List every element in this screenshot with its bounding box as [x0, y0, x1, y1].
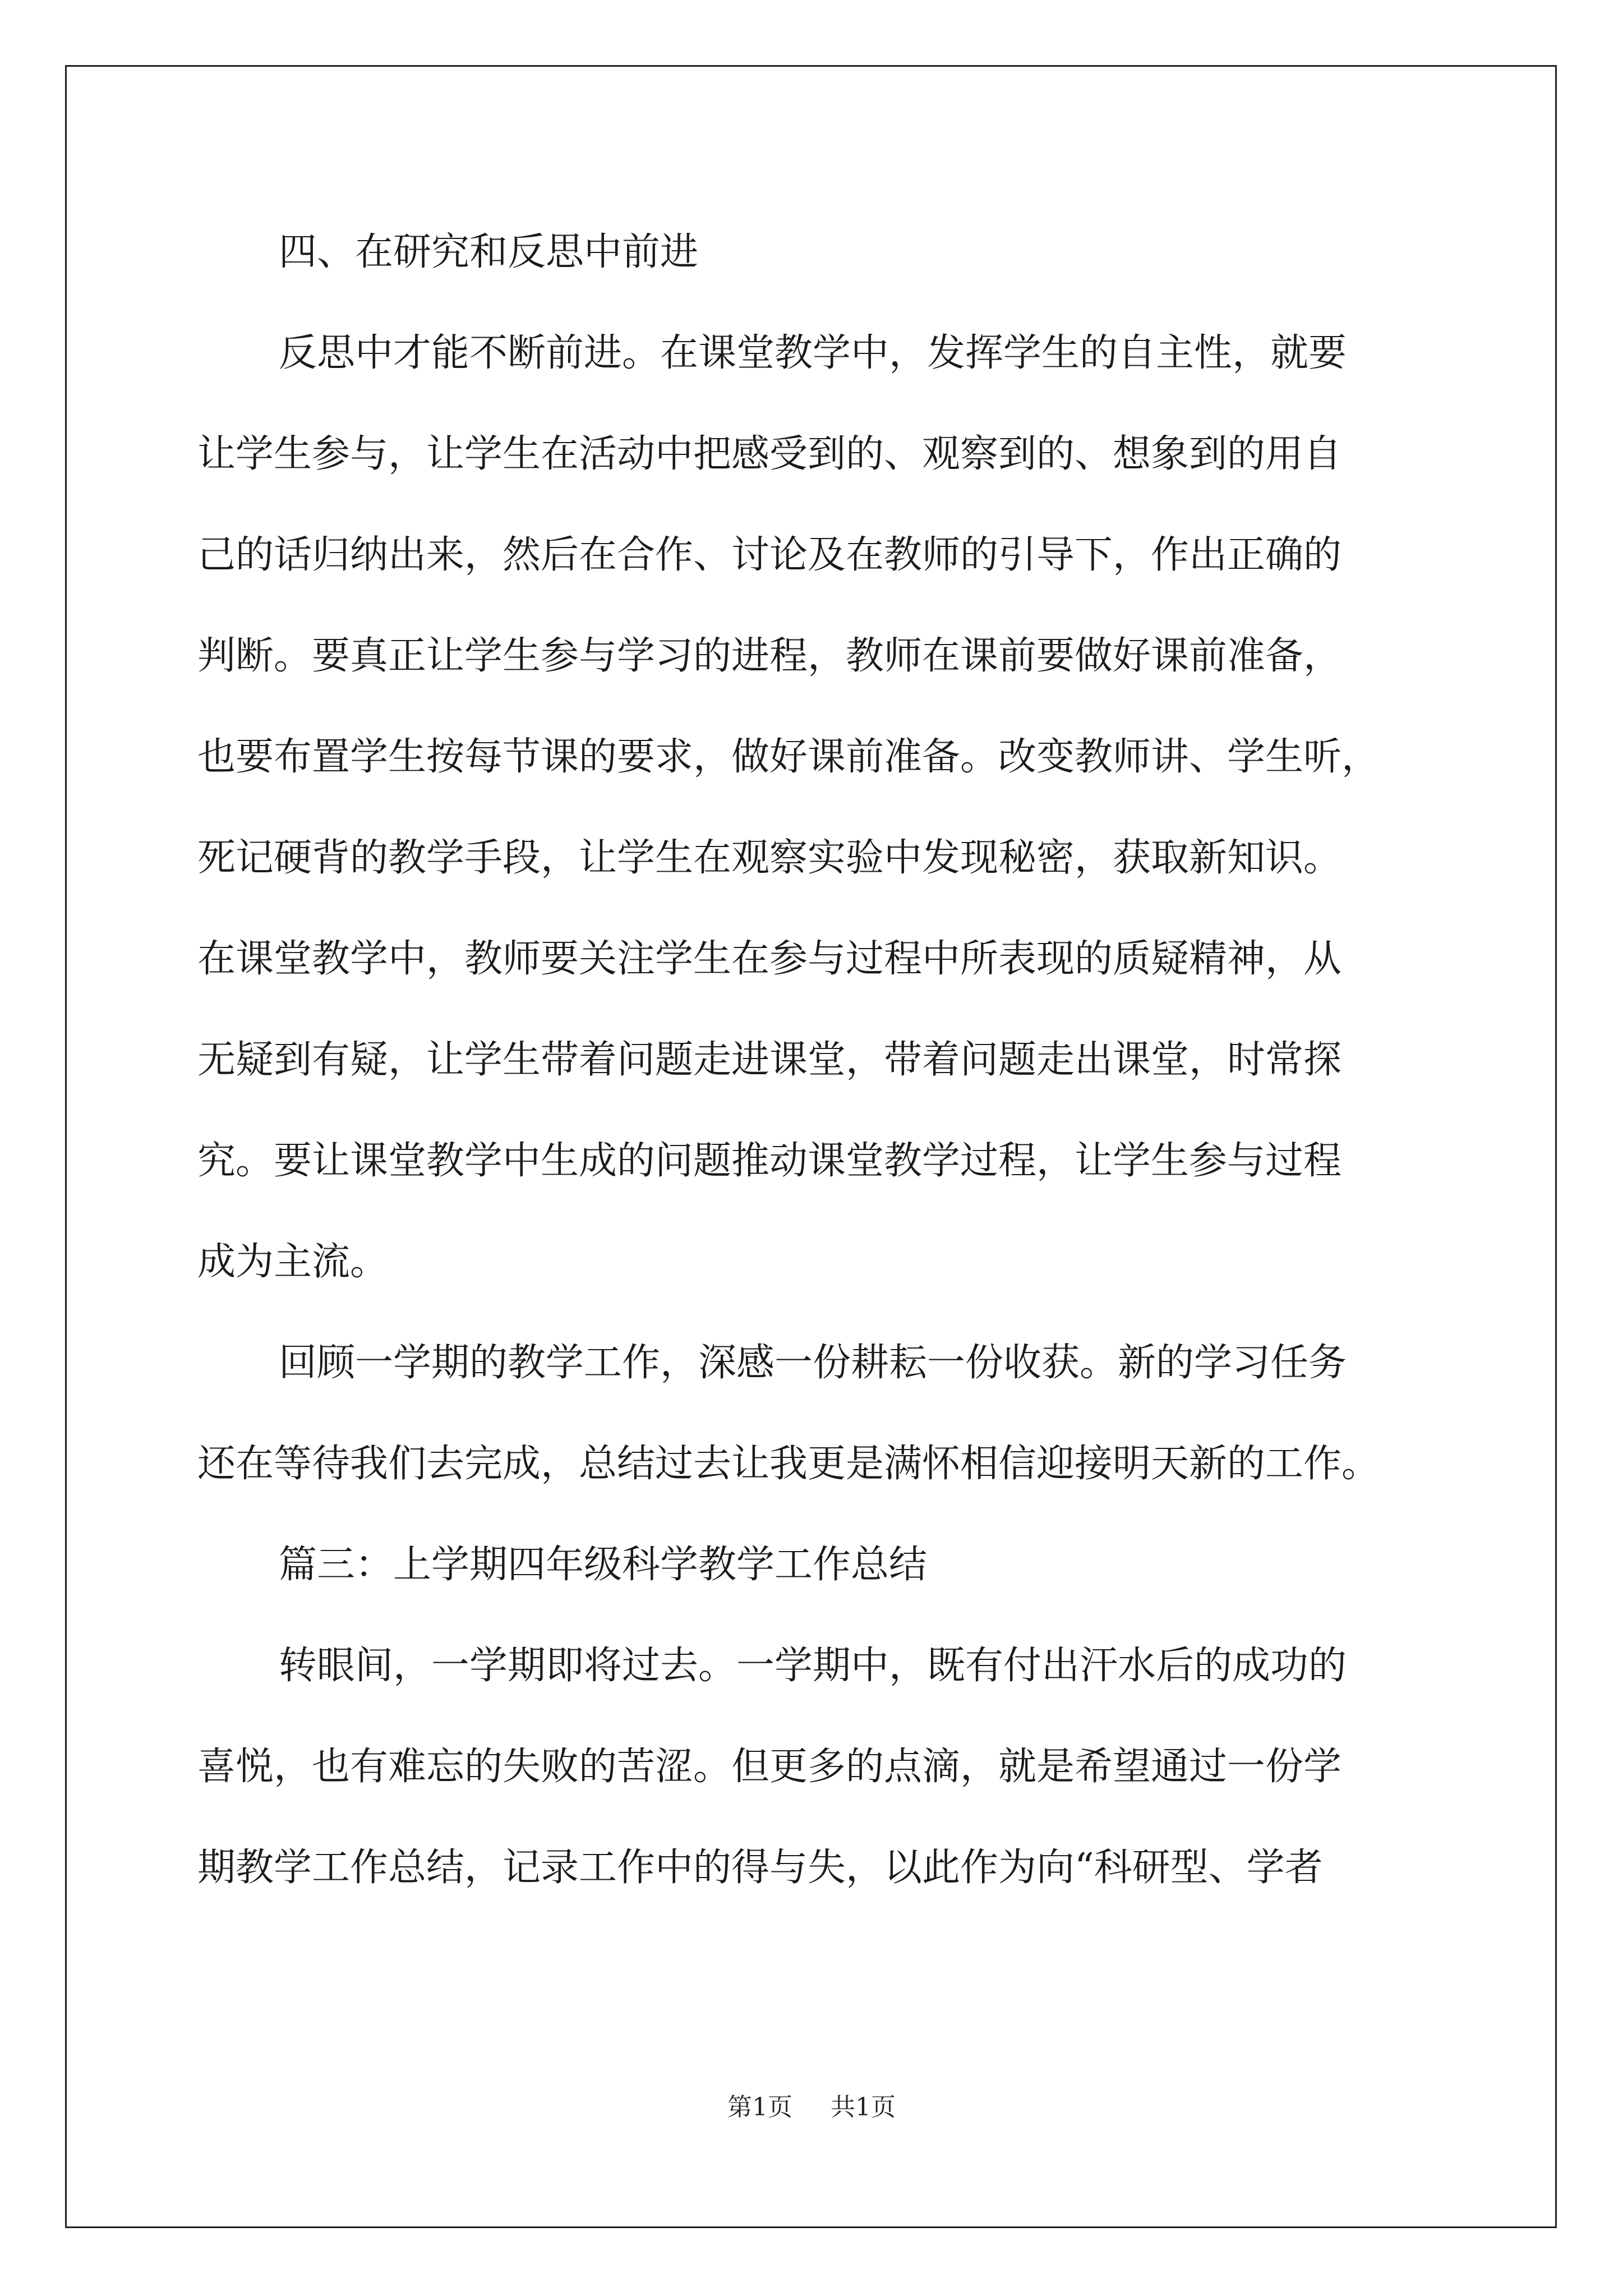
paragraph-line: 也要布置学生按每节课的要求，做好课前准备。改变教师讲、学生听，: [197, 735, 1380, 779]
paragraph-line: 喜悦，也有难忘的失败的苦涩。但更多的点滴，就是希望通过一份学: [197, 1745, 1342, 1789]
page-total: 共1页: [831, 2093, 896, 2122]
paragraph-line: 让学生参与，让学生在活动中把感受到的、观察到的、想象到的用自: [197, 432, 1342, 476]
document-body: [197, 202, 1437, 1918]
paragraph-line: 在课堂教学中，教师要关注学生在参与过程中所表现的质疑精神，从: [197, 937, 1342, 981]
page-number: 第1页: [727, 2093, 792, 2122]
section-heading: 篇三：上学期四年级科学教学工作总结: [279, 1543, 928, 1587]
paragraph-line: 己的话归纳出来，然后在合作、讨论及在教师的引导下，作出正确的: [197, 533, 1342, 577]
paragraph-line: 无疑到有疑，让学生带着问题走进课堂，带着问题走出课堂，时常探: [197, 1038, 1342, 1082]
page-footer: [0, 2087, 1623, 2123]
paragraph-line: 期教学工作总结，记录工作中的得与失，以此作为向“科研型、学者: [197, 1846, 1323, 1890]
paragraph-line: 成为主流。: [197, 1240, 389, 1284]
paragraph-line: 死记硬背的教学手段，让学生在观察实验中发现秘密，获取新知识。: [197, 836, 1342, 880]
paragraph-line: 反思中才能不断前进。在课堂教学中，发挥学生的自主性，就要: [279, 331, 1347, 375]
paragraph-line: 还在等待我们去完成，总结过去让我更是满怀相信迎接明天新的工作。: [197, 1442, 1380, 1486]
paragraph-line: 判断。要真正让学生参与学习的进程，教师在课前要做好课前准备，: [197, 634, 1342, 678]
paragraph-line: 转眼间，一学期即将过去。一学期中，既有付出汗水后的成功的: [279, 1644, 1347, 1688]
paragraph-line: 究。要让课堂教学中生成的问题推动课堂教学过程，让学生参与过程: [197, 1139, 1342, 1183]
paragraph-line: 回顾一学期的教学工作，深感一份耕耘一份收获。新的学习任务: [279, 1341, 1347, 1385]
section-heading: 四、在研究和反思中前进: [279, 230, 699, 274]
